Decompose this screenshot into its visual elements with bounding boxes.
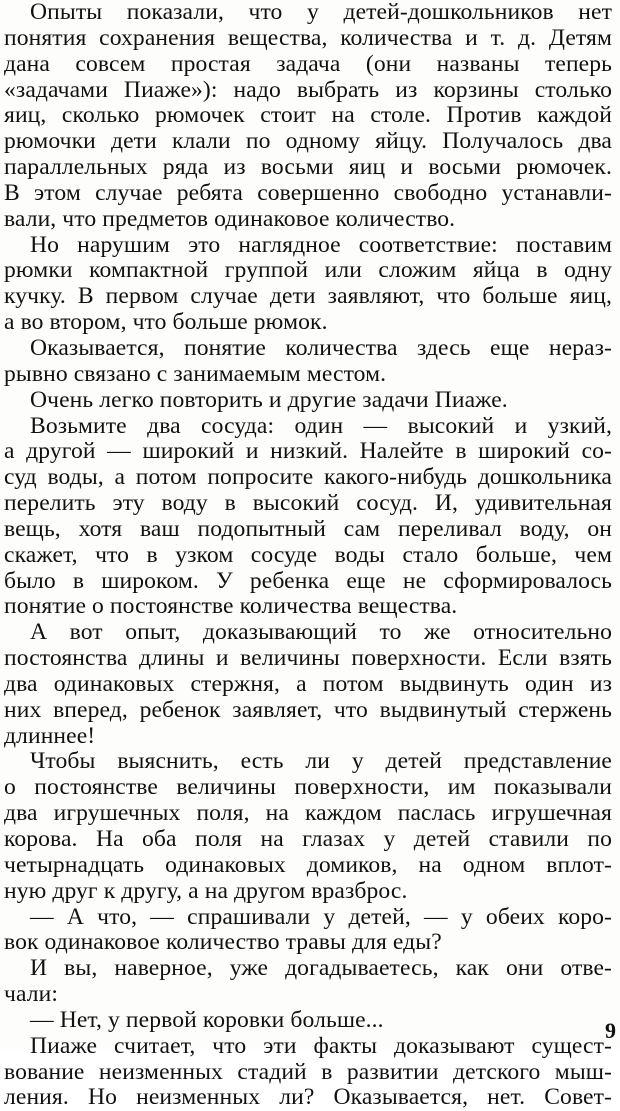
text-line: рывно связано с занимаемым местом. (4, 360, 387, 387)
text-line: длиннее! (4, 722, 96, 749)
text-line: постоянства длины и величины поверхности. Если взять (4, 645, 612, 672)
text-line: кучку. В первом случае дети заявляют, что больше яиц, (4, 283, 612, 310)
body-text (4, 0, 612, 1111)
text-line: дана совсем простая задача (они названы теперь (4, 50, 612, 77)
text-line: вок одинаковое количество травы для еды? (4, 929, 442, 956)
text-line: них вперед, ребенок заявляет, что выдвинутый стержень (4, 696, 612, 723)
page-number: 9 (605, 1018, 616, 1043)
text-line: скажет, что в узком сосуде воды стало больше, чем (4, 541, 612, 568)
text-line: о постоянстве величины поверхности, им показывали (4, 774, 612, 801)
text-line: Чтобы выяснить, есть ли у детей представление (30, 748, 612, 775)
text-line: чали: (4, 981, 59, 1008)
text-line: а другой — широкий и низкий. Налейте в широкий со- (4, 438, 612, 465)
text-line: два игрушечных поля, на каждом паслась игрушечная (4, 800, 612, 827)
text-line: рюмочки дети клали по одному яйцу. Получалось два (4, 128, 612, 155)
text-line: — А что, — спрашивали у детей, — у обеих коро- (30, 903, 612, 930)
text-line: ления. Но неизменных ли? Оказывается, нет. Совет- (4, 1084, 612, 1111)
text-line: суд воды, а потом попросите какого-нибудь дошкольника (4, 464, 612, 491)
text-line: параллельных ряда из восьми яиц и восьми рюмочек. (4, 154, 612, 181)
text-line: яиц, сколько рюмочек стоит на столе. Против каждой (4, 102, 612, 129)
text-line: ную друг к другу, а на другом вразброс. (4, 877, 408, 904)
text-line: понятие о постоянстве количества вещества. (4, 593, 458, 620)
text-line: вование неизменных стадий в развитии детского мыш- (4, 1058, 612, 1085)
text-line: перелить эту воду в высокий сосуд. И, удивительная (4, 490, 612, 517)
text-line: а во втором, что больше рюмок. (4, 309, 328, 336)
text-line: вещь, хотя ваш подопытный сам переливал воду, он (4, 515, 612, 542)
text-line: В этом случае ребята совершенно свободно устанавли- (4, 179, 612, 206)
text-line: Оказывается, понятие количества здесь еще нераз- (30, 334, 612, 361)
text-line: Опыты показали, что у детей-дошкольников нет (30, 0, 612, 25)
text-line: было в широком. У ребенка еще не сформировалось (4, 567, 612, 594)
text-line: Очень легко повторить и другие задачи Пиаже. (30, 386, 508, 413)
text-line: четырнадцать одинаковых домиков, на одном вплот- (4, 851, 612, 878)
text-line: «задачами Пиаже»): надо выбрать из корзины столько (4, 76, 612, 103)
text-line: — Нет, у первой коровки больше... (30, 1006, 384, 1033)
text-line: два одинаковых стержня, а потом выдвинуть один из (4, 670, 612, 697)
text-line: А вот опыт, доказывающий то же относительно (30, 619, 612, 646)
text-line: понятия сохранения вещества, количества и т. д. Детям (4, 24, 612, 51)
text-line: Пиаже считает, что эти факты доказывают сущест- (30, 1032, 612, 1059)
text-line: вали, что предметов одинаковое количество. (4, 205, 456, 232)
text-line: И вы, наверное, уже догадываетесь, как они отве- (30, 955, 612, 982)
text-line: рюмки компактной группой или сложим яйца в одну (4, 257, 612, 284)
text-line: Возьмите два сосуда: один — высокий и узкий, (30, 412, 612, 439)
text-line: корова. На оба поля на глазах у детей ставили по (4, 826, 612, 852)
text-line: Но нарушим это наглядное соответствие: поставим (30, 231, 612, 258)
